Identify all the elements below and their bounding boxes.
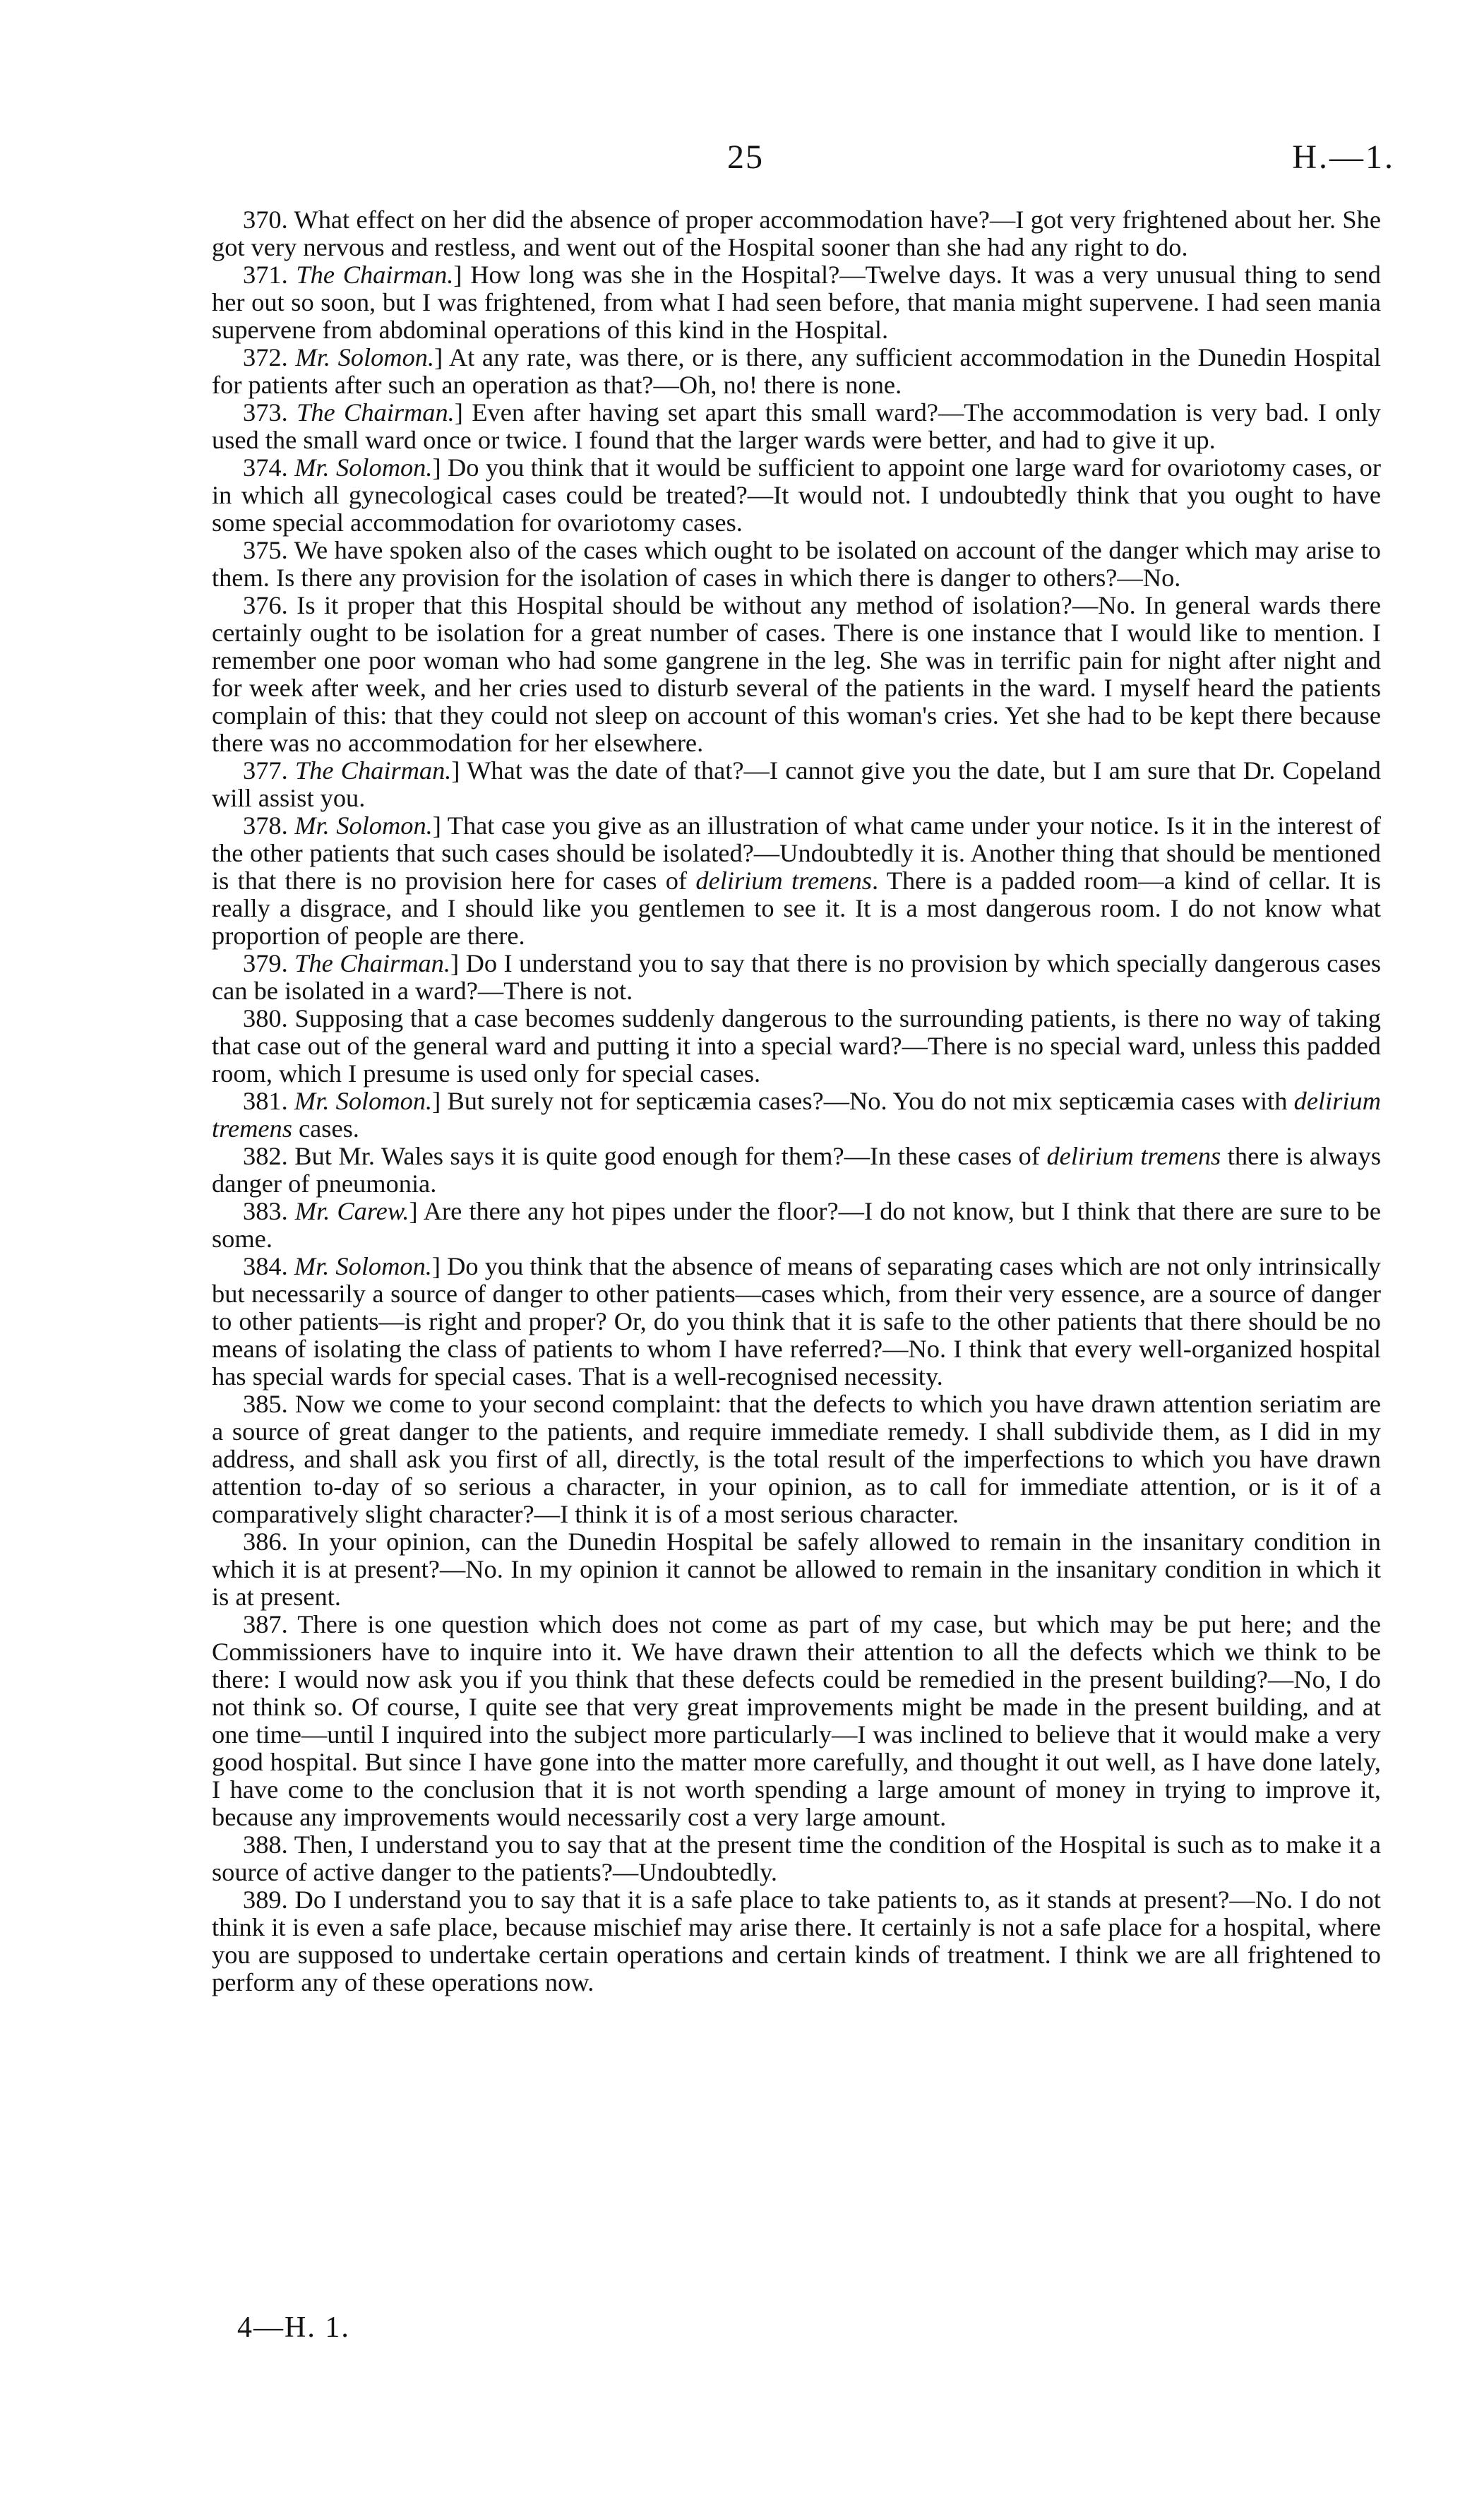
speaker: Mr. Solomon. xyxy=(294,1087,433,1115)
paragraph-379: 379. The Chairman.] Do I understand you to say that there is no provision by which specially dangerous cases can be isolated in a ward?—There is not. xyxy=(212,949,1381,1005)
speaker: The Chairman. xyxy=(297,398,455,427)
paragraph-374: 374. Mr. Solomon.] Do you think that it would be sufficient to appoint one large ward for ovariotomy cases, or in which all gynecological cases could be treated?—It would not. I undoubtedly think that you ought to have some special accommodation for ovariotomy cases. xyxy=(212,453,1381,537)
paragraph-377: 377. The Chairman.] What was the date of that?—I cannot give you the date, but I am sure that Dr. Copeland will assist you. xyxy=(212,756,1381,812)
paragraph-388: 388. Then, I understand you to say that at the present time the condition of the Hospital is such as to make it a source of active danger to the patients?—Undoubtedly. xyxy=(212,1830,1381,1886)
speaker: Mr. Solomon. xyxy=(294,453,433,482)
speaker: Mr. Solomon. xyxy=(295,343,435,371)
speaker: Mr. Carew. xyxy=(294,1197,409,1225)
paragraph-372: 372. Mr. Solomon.] At any rate, was there, or is there, any sufficient accommodation in the Dunedin Hospital for patients after such an operation as that?—Oh, no! there is none. xyxy=(212,343,1381,399)
speaker: Mr. Solomon. xyxy=(294,811,433,840)
paragraph-386: 386. In your opinion, can the Dunedin Hospital be safely allowed to remain in the insanitary condition in which it is at present?—No. In my opinion it cannot be allowed to remain in the insanitary condition in which it is at present. xyxy=(212,1528,1381,1611)
paragraph-370: 370. What effect on her did the absence of proper accommodation have?—I got very frightened about her. She got very nervous and restless, and went out of the Hospital sooner than she had any right to do. xyxy=(212,206,1381,261)
document-reference: H.—1. xyxy=(1292,138,1395,176)
paragraph-371: 371. The Chairman.] How long was she in the Hospital?—Twelve days. It was a very unusual thing to send her out so soon, but I was frightened, from what I had seen before, that mania might supervene. I had seen mania supervene from abdominal operations of this kind in the Hospital. xyxy=(212,261,1382,344)
paragraph-383: 383. Mr. Carew.] Are there any hot pipes under the floor?—I do not know, but I think that there are sure to be some. xyxy=(212,1197,1381,1253)
paragraph-384: 384. Mr. Solomon.] Do you think that the absence of means of separating cases which are not only intrinsically but necessarily a source of danger to other patients—cases which, from their very essence, are a source of danger to other patients—is right and proper? Or, do you think that it is safe to the other patients that there should be no means of isolating the class of patients to whom I have referred?—No. I think that every well-organized hospital has special wards for special cases. That is a well-recognised necessity. xyxy=(212,1252,1381,1390)
paragraph-378: 378. Mr. Solomon.] That case you give as an illustration of what came under your notice. Is it in the interest of the other patients that such cases should be isolated?—Undoubtedly it is. Another thing that should be mentioned is that there is no provision here for cases of delirium tremens. There is a padded room—a kind of cellar. It is really a disgrace, and I should like you gentlemen to see it. It is a most dangerous room. I do not know what proportion of people are there. xyxy=(212,811,1382,950)
speaker: Mr. Solomon. xyxy=(294,1252,432,1280)
paragraph-380: 380. Supposing that a case becomes suddenly dangerous to the surrounding patients, is there no way of taking that case out of the general ward and putting it into a special ward?—There is no special ward, unless this padded room, which I presume is used only for special cases. xyxy=(212,1004,1381,1088)
paragraph-373: 373. The Chairman.] Even after having set apart this small ward?—The accommodation is very bad. I only used the small ward once or twice. I found that the larger wards were better, and had to give it up. xyxy=(212,398,1382,454)
paragraph-387: 387. There is one question which does not come as part of my case, but which may be put here; and the Commissioners have to inquire into it. We have drawn their attention to all the defects which we think to be there: I would now ask you if you think that these defects could be remedied in the present building?—No, I do not think so. Of course, I quite see that very great improvements might be made in the present building, and at one time—until I inquired into the subject more particularly—I was inclined to believe that it would make a very good hospital. But since I have gone into the matter more carefully, and thought it out well, as I have done lately, I have come to the conclusion that it is not worth spending a large amount of money in trying to improve it, because any improvements would necessarily cost a very large amount. xyxy=(212,1610,1381,1831)
speaker: The Chairman. xyxy=(296,261,454,289)
page-number: 25 xyxy=(727,138,764,176)
evidence-text xyxy=(212,206,1381,1996)
paragraph-382: 382. But Mr. Wales says it is quite good enough for them?—In these cases of delirium tremens there is always danger of pneumonia. xyxy=(212,1142,1381,1198)
paragraph-375: 375. We have spoken also of the cases which ought to be isolated on account of the danger which may arise to them. Is there any provision for the isolation of cases in which there is danger to others?—No. xyxy=(212,536,1381,592)
paragraph-385: 385. Now we come to your second complaint: that the defects to which you have drawn attention seriatim are a source of great danger to the patients, and require immediate remedy. I shall subdivide them, as I did in my address, and shall ask you first of all, directly, is the total result of the imperfections to which you have drawn attention to-day of so serious a character, in your opinion, as to call for immediate attention, or is it of a comparatively slight character?—I think it is of a most serious character. xyxy=(212,1390,1381,1528)
paragraph-376: 376. Is it proper that this Hospital should be without any method of isolation?—No. In general wards there certainly ought to be isolation for a great number of cases. There is one instance that I would like to mention. I remember one poor woman who had some gangrene in the leg. She was in terrific pain for night after night and for week after week, and her cries used to disturb several of the patients in the ward. I myself heard the patients complain of this: that they could not sleep on account of this woman's cries. Yet she had to be kept there because there was no accommodation for her elsewhere. xyxy=(212,591,1381,757)
page-signature: 4—H. 1. xyxy=(237,2311,350,2344)
speaker: The Chairman. xyxy=(294,756,452,785)
paragraph-381: 381. Mr. Solomon.] But surely not for septicæmia cases?—No. You do not mix septicæmia cases with delirium tremens cases. xyxy=(212,1087,1381,1143)
speaker: The Chairman. xyxy=(294,949,450,977)
paragraph-389: 389. Do I understand you to say that it is a safe place to take patients to, as it stands at present?—No. I do not think it is even a safe place, because mischief may arise there. It certainly is not a safe place for a hospital, where you are supposed to undertake certain operations and certain kinds of treatment. I think we are all frightened to perform any of these operations now. xyxy=(212,1886,1381,1996)
